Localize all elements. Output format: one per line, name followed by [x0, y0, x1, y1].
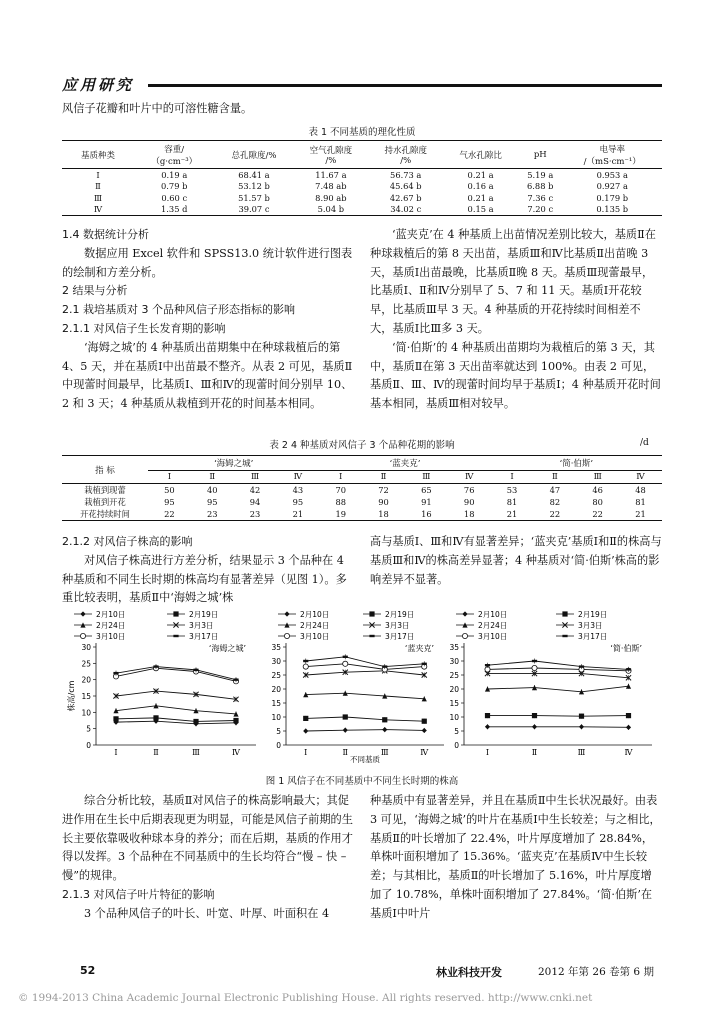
- series-line: [306, 730, 425, 731]
- paragraph: 对风信子株高进行方差分析，结果显示 3 个品种在 4 种基质和不同生长时期的株高均有显著差异（见图 1）。多重比较表明，基质Ⅱ中‘海姆之城’株: [62, 553, 347, 605]
- series: [485, 671, 631, 680]
- table-cell: Ⅳ: [93, 204, 103, 215]
- table-cell: 6.88 b: [527, 181, 554, 192]
- data-point: [579, 714, 584, 719]
- table-cell: 0.15 a: [467, 204, 494, 215]
- table-cell: 0.60 c: [161, 192, 188, 203]
- heading-2: 2 结果与分析: [62, 284, 128, 298]
- legend-label: 3月10日: [96, 632, 126, 641]
- table-cell: 22: [549, 509, 561, 519]
- table-cell: 39.07 c: [238, 204, 270, 215]
- table-row: [62, 192, 662, 204]
- table-cell: Ⅰ: [96, 169, 100, 180]
- series: [303, 691, 427, 702]
- y-tick-label: 10: [449, 713, 459, 722]
- table-cell: 88: [335, 497, 346, 507]
- data-point: [422, 663, 427, 665]
- table-cell: 11.67 a: [315, 169, 347, 180]
- table-cell: 0.953 a: [596, 169, 628, 180]
- data-point: [343, 714, 348, 719]
- data-point: [113, 716, 118, 721]
- x-tick-label: Ⅰ: [485, 748, 490, 757]
- series-line: [116, 691, 236, 699]
- table-subheader: Ⅲ: [593, 472, 602, 482]
- x-tick-label: Ⅳ: [232, 748, 240, 757]
- table-cell: 0.21 a: [467, 169, 494, 180]
- table-cell: 70: [335, 485, 346, 495]
- y-tick-label: 30: [271, 657, 281, 666]
- legend-label: 2月10日: [96, 610, 126, 619]
- data-point: [532, 660, 537, 662]
- t2-variety: ‘海姆之城’: [213, 459, 254, 469]
- y-tick-label: 10: [271, 713, 281, 722]
- y-tick-label: 25: [81, 659, 91, 669]
- data-point: [343, 728, 348, 733]
- y-axis-label: 株高/cm: [67, 680, 76, 712]
- series-line: [306, 671, 425, 675]
- data-point: [579, 724, 584, 729]
- table-cell: 7.48 ab: [315, 181, 347, 192]
- table-cell: 34.02 c: [390, 204, 422, 215]
- data-point: [532, 713, 537, 718]
- series-line: [488, 686, 629, 692]
- y-tick-label: 25: [449, 671, 459, 680]
- paragraph: 种基质中有显著差异，并且在基质Ⅱ中生长状况最好。由表 3 可见，‘海姆之城’的叶片在基质Ⅰ中生长较差；与之相比，基质Ⅱ的叶长增加了 22.4%，叶片厚度增加了 28.84%，单株叶面积增加了 15.36%。‘蓝夹克’在基质Ⅳ中生长较差；与其相比，基质Ⅱ的叶长增加了 5.16%，叶片厚度增加了 10.78%，单株叶面积增加了 27.84%。‘简·伯斯’在基质Ⅰ中叶片: [370, 794, 661, 920]
- legend-label: 2月19日: [189, 610, 219, 619]
- table-cell: 50: [164, 485, 175, 495]
- intro-line: 风信子花瓣和叶片中的可溶性糖含量。: [62, 102, 253, 115]
- y-tick-label: 20: [271, 685, 281, 694]
- table-cell: 23: [249, 509, 261, 519]
- table-cell: 0.21 a: [467, 192, 494, 203]
- y-tick-label: 35: [449, 643, 459, 652]
- y-tick-label: 15: [271, 699, 281, 708]
- heading-2-1-3: 2.1.3 对风信子叶片特征的影响: [62, 887, 215, 901]
- t2-stub: 指 标: [95, 465, 115, 476]
- table-row: [62, 181, 662, 193]
- table-cell: 0.16 a: [467, 181, 494, 192]
- table-cell: 94: [249, 497, 261, 507]
- data-point: [422, 719, 427, 724]
- series-line: [306, 717, 425, 721]
- legend-label: 2月24日: [300, 621, 330, 630]
- t1-header: 容重/ （g·cm⁻³）: [151, 144, 198, 167]
- x-tick-label: Ⅰ: [304, 748, 308, 757]
- table-cell: 42: [249, 485, 261, 495]
- table-subheader: Ⅳ: [293, 472, 303, 482]
- table-row: [62, 484, 662, 497]
- data-point: [626, 725, 631, 730]
- data-point: [369, 611, 374, 616]
- legend-label: 2月24日: [96, 621, 126, 630]
- t1-header: 基质种类: [80, 150, 115, 161]
- data-point: [303, 716, 308, 721]
- chart-jianbosi: [448, 607, 658, 763]
- table-cell: 21: [292, 509, 304, 519]
- table2-caption: 表 2 4 种基质对风信子 3 个品种花期的影响: [269, 440, 455, 451]
- y-tick-label: 30: [449, 657, 459, 666]
- y-tick-label: 0: [276, 741, 281, 750]
- y-tick-label: 15: [449, 699, 459, 708]
- table-cell: 95: [292, 497, 304, 507]
- data-point: [343, 661, 348, 666]
- data-point: [422, 728, 427, 733]
- table-cell: 18: [378, 509, 389, 519]
- right-column-1: [370, 226, 662, 414]
- table-row: [62, 508, 662, 521]
- page-number: 52: [80, 964, 96, 977]
- table-cell: 80: [592, 497, 603, 507]
- data-point: [233, 718, 238, 723]
- table-cell: 8.90 ab: [315, 192, 347, 203]
- legend: [74, 610, 218, 641]
- journal-name: 林业科技开发: [436, 966, 502, 979]
- heading-2-1-2: 2.1.2 对风信子株高的影响: [62, 535, 193, 548]
- t1-header: 持水孔隙度 /%: [384, 145, 427, 166]
- series: [303, 714, 427, 723]
- y-tick-label: 5: [454, 727, 459, 736]
- table-cell: 0.19 a: [161, 169, 188, 180]
- y-tick-label: 20: [81, 675, 91, 685]
- paragraph: ‘海姆之城’的 4 种基质出苗期集中在种球栽植后的第 4、5 天，并在基质Ⅰ中出苗最不整齐。从表 2 可见，基质Ⅱ中现蕾时间最早，比基质Ⅰ、Ⅲ和Ⅳ的现蕾时间分别早 10、2 和 3 天；4 种基质从栽植到开花的时间基本相同。: [62, 340, 353, 411]
- table-subheader: Ⅰ: [167, 472, 172, 482]
- table-cell: 81: [506, 497, 518, 507]
- x-tick-label: Ⅱ: [531, 748, 538, 757]
- y-tick-label: 15: [81, 692, 91, 701]
- row-label: 栽植到现蕾: [84, 485, 126, 495]
- series-line: [488, 716, 629, 717]
- table-cell: 90: [378, 497, 389, 507]
- series: [303, 727, 427, 734]
- series-line: [116, 721, 236, 724]
- y-tick-label: 20: [449, 685, 459, 694]
- row-label: 栽植到开花: [84, 497, 126, 507]
- table-cell: 1.35 d: [161, 204, 188, 215]
- section-header: 应用研究: [62, 76, 135, 94]
- series: [485, 665, 631, 673]
- data-point: [173, 611, 178, 616]
- chart-lanjiake: [270, 607, 450, 763]
- data-point: [532, 665, 537, 670]
- table-cell: 81: [635, 497, 646, 507]
- data-point: [284, 611, 289, 616]
- table-cell: 48: [635, 485, 646, 495]
- data-point: [113, 672, 118, 674]
- series: [485, 724, 631, 730]
- data-point: [193, 669, 198, 671]
- x-tick-label: Ⅳ: [420, 748, 429, 757]
- data-point: [462, 611, 467, 616]
- data-point: [369, 635, 374, 637]
- table-cell: 91: [421, 497, 432, 507]
- paragraph: 数据应用 Excel 软件和 SPSS13.0 统计软件进行图表的绘制和方差分析。: [62, 246, 353, 279]
- data-point: [153, 665, 158, 667]
- t1-header: 气水孔隙比: [459, 150, 502, 161]
- table-row: [62, 496, 662, 508]
- data-point: [382, 717, 387, 722]
- legend-label: 3月10日: [300, 632, 330, 641]
- table-row: [62, 204, 662, 216]
- table-cell: 16: [421, 509, 432, 519]
- legend-label: 3月17日: [578, 632, 608, 641]
- data-point: [303, 664, 308, 669]
- t1-header: pH: [533, 149, 547, 160]
- legend-label: 2月10日: [478, 610, 508, 619]
- series: [485, 684, 631, 695]
- table-cell: 19: [335, 509, 346, 519]
- table-cell: 21: [506, 509, 518, 519]
- table-cell: 56.73 a: [390, 169, 422, 180]
- series-line: [306, 693, 425, 699]
- table-cell: 95: [164, 497, 175, 507]
- table-cell: 95: [206, 497, 218, 507]
- table-cell: 45.64 b: [389, 181, 422, 192]
- table-cell: 72: [378, 485, 389, 495]
- table-subheader: Ⅱ: [551, 472, 558, 482]
- table-cell: 22: [592, 509, 603, 519]
- legend-label: 3月3日: [578, 621, 603, 630]
- heading-2-1: 2.1 栽培基质对 3 个品种风信子形态指标的影响: [62, 303, 295, 317]
- series-line: [488, 661, 629, 669]
- series: [485, 713, 631, 719]
- table-cell: 23: [206, 509, 218, 519]
- y-tick-label: 5: [86, 724, 91, 734]
- table-subheader: Ⅱ: [209, 472, 216, 482]
- data-point: [532, 724, 537, 729]
- paragraph: 高与基质Ⅰ、Ⅲ和Ⅳ有显著差异；‘蓝夹克’基质Ⅰ和Ⅱ的株高与基质Ⅲ和Ⅳ的株高差异显著；4 种基质对‘简·伯斯’株高的影响差异不显著。: [370, 535, 662, 586]
- table-row: [62, 169, 662, 181]
- x-tick-label: Ⅳ: [624, 748, 633, 757]
- series-line: [116, 718, 236, 722]
- table-cell: 46: [592, 485, 603, 495]
- right-column-3: [370, 792, 662, 924]
- header-rule: [148, 84, 662, 87]
- table-cell: 0.179 b: [596, 192, 629, 203]
- table-cell: 21: [635, 509, 646, 519]
- data-point: [626, 713, 631, 718]
- paragraph: ‘蓝夹克’在 4 种基质上出苗情况差别比较大，基质Ⅱ在种球栽植后的第 8 天出苗，基质Ⅲ和Ⅳ比基质Ⅱ出苗晚 3 天，基质Ⅰ出苗最晚，比基质Ⅱ晚 8 天。基质Ⅲ现蕾最早，比基质Ⅰ、Ⅱ和Ⅳ分别早了 5、7 和 11 天。基质Ⅰ开花较早，比基质Ⅲ早 3 天。4 种基质的开花持续时间相差不大，基质Ⅰ比Ⅲ多 3 天。: [370, 228, 656, 335]
- legend-label: 2月19日: [385, 610, 415, 619]
- series-line: [116, 706, 236, 714]
- table-subheader: Ⅳ: [636, 472, 645, 482]
- table-subheader: Ⅲ: [422, 472, 431, 482]
- table-cell: 0.79 b: [161, 181, 188, 192]
- data-point: [233, 678, 238, 680]
- paragraph: ‘简·伯斯’的 4 种基质出苗期均为栽植后的第 3 天，其中，基质Ⅱ在第 3 天出苗率就达到 100%。由表 2 可见，基质Ⅱ、Ⅲ、Ⅳ的现蕾时间均早于基质Ⅰ；4 种基质开花时间基本相同，基质Ⅲ相对较早。: [370, 340, 661, 411]
- table-cell: 53: [506, 485, 518, 495]
- data-point: [382, 727, 387, 732]
- left-column-2: [62, 533, 354, 608]
- data-point: [626, 668, 631, 670]
- chart-title: ‘简·伯斯’: [610, 644, 642, 653]
- legend-label: 2月24日: [478, 621, 508, 630]
- table-cell: 7.36 c: [527, 192, 554, 203]
- table-cell: 5.04 b: [317, 204, 345, 215]
- data-point: [462, 633, 467, 638]
- table-cell: 90: [463, 497, 475, 507]
- t1-header: 总孔隙度/%: [231, 150, 277, 161]
- x-tick-label: Ⅱ: [153, 748, 159, 757]
- table2-unit: /d: [640, 438, 649, 448]
- table-cell: 47: [549, 485, 561, 495]
- table-subheader: Ⅰ: [339, 472, 343, 482]
- table-cell: 53.12 b: [238, 181, 270, 192]
- table1-caption: 表 1 不同基质的理化性质: [308, 127, 416, 138]
- series-line: [488, 727, 629, 728]
- x-tick-label: Ⅲ: [192, 748, 200, 757]
- copyright-line: © 1994-2013 China Academic Journal Electronic Publishing House. All rights reserved. http://www.cnki.net: [18, 992, 593, 1004]
- paragraph: 综合分析比较，基质Ⅱ对风信子的株高影响最大；其促进作用在生长中后期表现更为明显，可能是风信子前期的生长主要依靠吸收种球本身的养分；而在后期，基质的作用才得以发挥。3 个品种在不同基质中的生长均符合“慢 – 快 – 慢”的规律。: [62, 794, 353, 883]
- legend-label: 3月17日: [189, 632, 219, 641]
- data-point: [80, 611, 85, 616]
- series: [113, 689, 238, 702]
- table-cell: 7.20 c: [527, 204, 554, 215]
- table-cell: 18: [463, 509, 475, 519]
- t1-header: 空气孔隙度 /%: [309, 145, 353, 166]
- data-point: [485, 713, 490, 718]
- table-cell: Ⅱ: [95, 181, 101, 192]
- heading-1-4: 1.4 数据统计分析: [62, 228, 149, 241]
- table-cell: 0.135 b: [596, 204, 629, 215]
- x-tick-label: Ⅱ: [342, 748, 348, 757]
- table-subheader: Ⅱ: [380, 472, 387, 482]
- data-point: [80, 633, 85, 638]
- table-cell: 22: [164, 509, 175, 519]
- table-cell: 40: [206, 485, 218, 495]
- journal-issue: 2012 年第 26 卷第 6 期: [538, 966, 654, 978]
- data-point: [382, 665, 387, 667]
- y-tick-label: 5: [276, 727, 281, 736]
- x-tick-label: Ⅰ: [114, 748, 118, 757]
- y-tick-label: 30: [81, 643, 91, 652]
- table1: [62, 140, 662, 216]
- table-cell: 43: [292, 485, 304, 495]
- t1-header: 电导率 /（mS·cm⁻¹）: [583, 144, 641, 167]
- data-point: [579, 665, 584, 667]
- row-label: 开花持续时间: [80, 509, 130, 519]
- data-point: [284, 633, 289, 638]
- series: [303, 668, 427, 677]
- table-cell: 5.19 a: [527, 169, 554, 180]
- table-cell: 68.41 a: [238, 169, 270, 180]
- table-cell: Ⅲ: [93, 192, 102, 203]
- figure1-caption: 图 1 风信子在不同基质中不同生长时期的株高: [265, 776, 459, 787]
- series-line: [488, 674, 629, 678]
- legend-label: 3月3日: [189, 621, 214, 630]
- table-cell: 65: [421, 485, 432, 495]
- data-point: [562, 611, 567, 616]
- legend-label: 2月10日: [300, 610, 330, 619]
- table-subheader: Ⅰ: [510, 472, 514, 482]
- data-point: [485, 664, 490, 666]
- x-axis-label: 不同基质: [350, 755, 380, 763]
- data-point: [173, 635, 178, 637]
- data-point: [193, 719, 198, 724]
- legend: [278, 610, 414, 641]
- legend-label: 3月10日: [478, 632, 508, 641]
- x-tick-label: Ⅲ: [380, 748, 389, 757]
- t2-variety: ‘简·伯斯’: [559, 459, 594, 469]
- table2: [62, 455, 662, 521]
- y-tick-label: 0: [86, 741, 91, 750]
- table-subheader: Ⅲ: [250, 472, 260, 482]
- y-tick-label: 25: [271, 671, 281, 680]
- legend-label: 2月19日: [578, 610, 608, 619]
- y-tick-label: 0: [454, 741, 459, 750]
- data-point: [343, 656, 348, 658]
- data-point: [303, 660, 308, 662]
- paragraph: 3 个品种风信子的叶长、叶宽、叶厚、叶面积在 4: [84, 906, 330, 920]
- series: [113, 703, 238, 716]
- table-cell: 51.57 b: [238, 192, 270, 203]
- legend-label: 3月3日: [385, 621, 410, 630]
- table-cell: 42.67 b: [389, 192, 422, 203]
- left-column-3: [62, 792, 354, 924]
- data-point: [153, 715, 158, 720]
- y-tick-label: 10: [81, 708, 91, 718]
- legend: [456, 610, 607, 641]
- x-tick-label: Ⅲ: [577, 748, 586, 757]
- chart-title: ‘蓝夹克’: [404, 644, 434, 653]
- series: [303, 661, 427, 672]
- table-cell: 76: [463, 485, 475, 495]
- table-cell: 82: [549, 497, 561, 507]
- t2-variety: ‘蓝夹克’: [389, 459, 421, 469]
- heading-2-1-1: 2.1.1 对风信子生长发育期的影响: [62, 321, 226, 335]
- chart-title: ‘海姆之城’: [208, 644, 246, 653]
- data-point: [562, 635, 567, 637]
- table-subheader: Ⅳ: [464, 472, 474, 482]
- y-tick-label: 35: [271, 643, 281, 652]
- left-column-1: [62, 226, 354, 414]
- data-point: [485, 724, 490, 729]
- data-point: [303, 728, 308, 733]
- right-column-2: [370, 533, 662, 589]
- table-cell: 0.927 a: [596, 181, 628, 192]
- legend-label: 3月17日: [385, 632, 415, 641]
- chart-haimu: [66, 607, 262, 763]
